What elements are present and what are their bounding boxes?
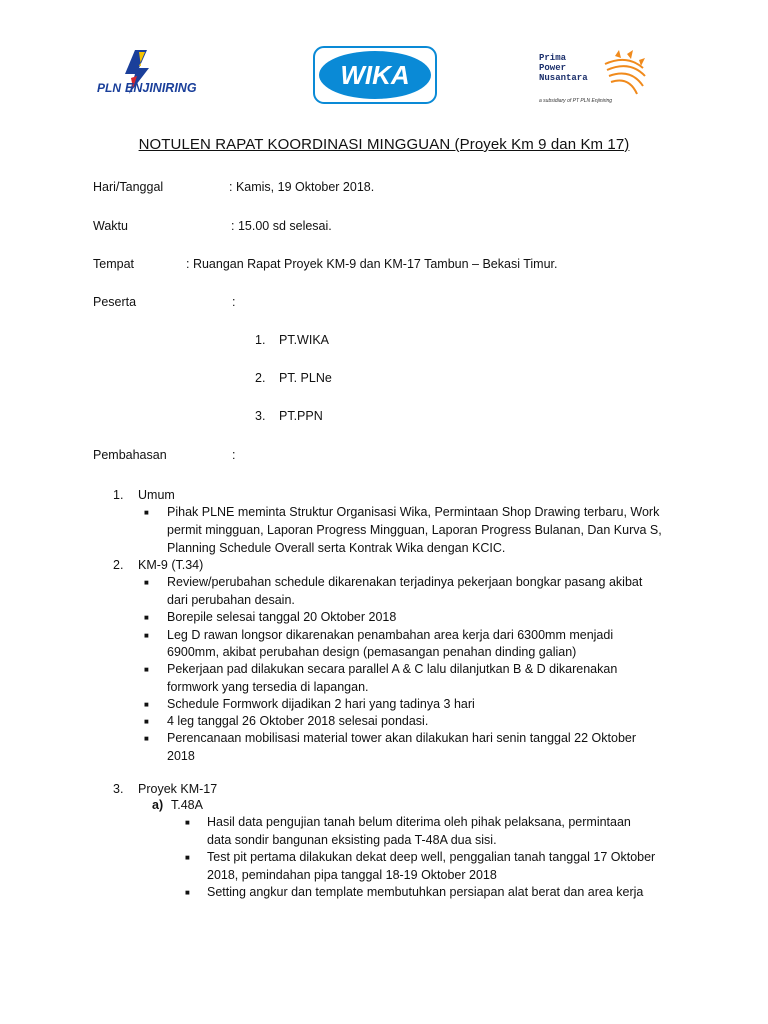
wika-oval-icon [313,46,437,104]
bullet-text: data sondir bangunan eksisting pada T-48A dua sisi. [207,833,497,847]
bullet-text: formwork yang tersedia di lapangan. [167,680,369,694]
peserta-num: 3. [255,409,266,423]
section-heading: Proyek KM-17 [138,782,218,796]
wika-text: WIKA [340,60,410,90]
peserta-num: 1. [255,333,266,347]
square-bullet-icon: ■ [185,818,190,827]
bullet-text: Test pit pertama dilakukan dekat deep well, penggalian tanah tanggal 17 Oktober [207,850,656,864]
ppn-subtitle: a subsidiary of PT PLN Enjiniring [539,98,613,104]
peserta-num: 2. [255,371,266,385]
section-number: 3. [113,782,124,796]
ppn-sunburst-icon [535,46,653,108]
square-bullet-icon: ■ [144,578,149,587]
square-bullet-icon: ■ [185,853,190,862]
bullet-text: Pekerjaan pad dilakukan secara parallel A & C lalu dilanjutkan B & D dikarenakan [167,662,618,676]
bullet-text: Review/perubahan schedule dikarenakan terjadinya pekerjaan bongkar pasang akibat [167,575,643,589]
bullet-text: Hasil data pengujian tanah belum diterima oleh pihak pelaksana, permintaan [207,815,631,829]
bullet-text: Setting angkur dan template membutuhkan persiapan alat berat dan area kerja [207,885,644,899]
square-bullet-icon: ■ [144,631,149,640]
pln-text-left: PLN [97,81,121,95]
ppn-line3: Nusantara [539,73,588,83]
section-number: 1. [113,488,124,502]
ppn-line1: Prima [539,53,567,63]
pln-enjiniring-logo [95,48,235,100]
bullet-text: 6900mm, akibat perubahan design (pemasangan penahan dinding galian) [167,645,577,659]
peserta-name: PT.WIKA [279,333,330,347]
peserta-colon: : [232,295,236,309]
peserta-name: PT.PPN [279,409,323,423]
pln-text-right: ENJINIRING [125,81,197,95]
bullet-text: Planning Schedule Overall serta Kontrak Wika dengan KCIC. [167,541,506,555]
ppn-logo [535,46,653,108]
square-bullet-icon: ■ [144,717,149,726]
bullet-text: 2018 [167,749,195,763]
ppn-line2: Power [539,63,567,73]
tempat-value: : Ruangan Rapat Proyek KM-9 dan KM-17 Tambun – Bekasi Timur. [186,257,558,271]
peserta-name: PT. PLNe [279,371,332,385]
waktu-label: Waktu [93,219,128,233]
pembahasan-colon: : [232,448,236,462]
bullet-text: 4 leg tanggal 26 Oktober 2018 selesai pondasi. [167,714,429,728]
bullet-text: 2018, pemindahan pipa tanggal 18-19 Oktober 2018 [207,868,497,882]
section-heading: KM-9 (T.34) [138,558,204,572]
square-bullet-icon: ■ [144,508,149,517]
section-number: 2. [113,558,124,572]
square-bullet-icon: ■ [144,613,149,622]
bullet-text: dari perubahan desain. [167,593,295,607]
subsection-heading: T.48A [171,798,203,812]
bullet-text: Borepile selesai tanggal 20 Oktober 2018 [167,610,397,624]
square-bullet-icon: ■ [144,665,149,674]
waktu-value: : 15.00 sd selesai. [231,219,332,233]
square-bullet-icon: ■ [144,734,149,743]
pln-bolt-icon [95,48,235,100]
bullet-text: Perencanaan mobilisasi material tower akan dilakukan hari senin tanggal 22 Oktober [167,731,637,745]
wika-logo [313,46,437,104]
square-bullet-icon: ■ [185,888,190,897]
bullet-text: permit mingguan, Laporan Progress Mingguan, Laporan Progress Bulanan, Dan Kurva S, [167,523,662,537]
section-heading: Umum [138,488,175,502]
hari-value: : Kamis, 19 Oktober 2018. [229,180,375,194]
bullet-text: Pihak PLNE meminta Struktur Organisasi Wika, Permintaan Shop Drawing terbaru, Work [167,505,660,519]
bullet-text: Leg D rawan longsor dikarenakan penambahan area kerja dari 6300mm menjadi [167,628,614,642]
peserta-label: Peserta [93,295,137,309]
hari-label: Hari/Tanggal [93,180,164,194]
subsection-label: a) [152,798,164,812]
document-title: NOTULEN RAPAT KOORDINASI MINGGUAN (Proyek Km 9 dan Km 17) [138,136,630,153]
bullet-text: Schedule Formwork dijadikan 2 hari yang tadinya 3 hari [167,697,475,711]
tempat-label: Tempat [93,257,134,271]
square-bullet-icon: ■ [144,700,149,709]
pembahasan-label: Pembahasan [93,448,167,462]
